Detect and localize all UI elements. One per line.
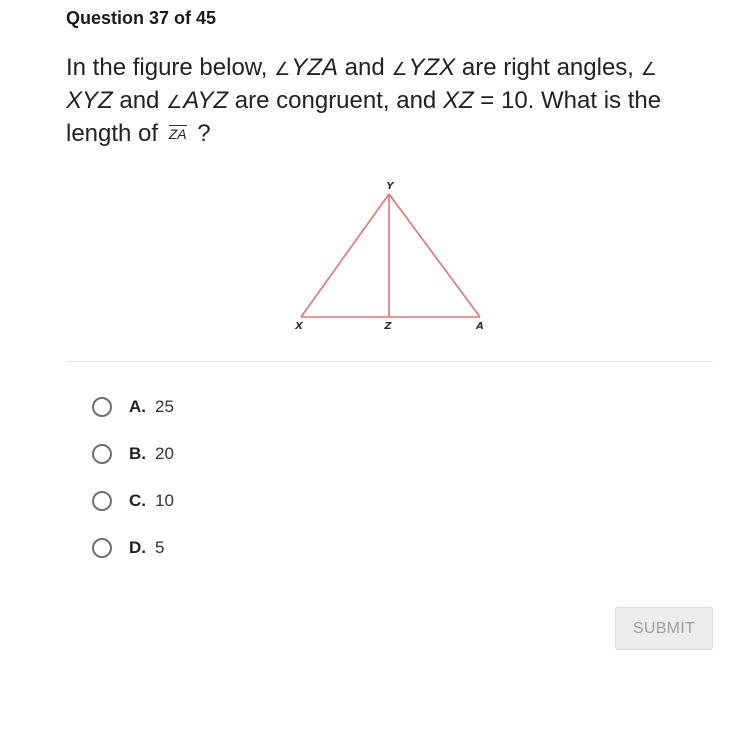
radio-button[interactable] bbox=[92, 491, 112, 511]
choice-c[interactable] bbox=[92, 486, 174, 516]
angle-symbol: ∠ bbox=[274, 59, 291, 79]
radio-button[interactable] bbox=[92, 444, 112, 464]
choice-value: 20 bbox=[155, 444, 174, 463]
choice-letter: A. bbox=[129, 397, 146, 416]
label-y: Y bbox=[386, 181, 394, 192]
segment-za: ZA bbox=[168, 126, 187, 142]
choice-b[interactable] bbox=[92, 439, 174, 469]
choice-letter: D. bbox=[129, 538, 146, 557]
submit-button[interactable]: SUBMIT bbox=[615, 607, 713, 650]
divider bbox=[66, 361, 713, 362]
angle-symbol: ∠ bbox=[166, 92, 183, 112]
triangle-figure bbox=[280, 172, 500, 342]
choice-letter: B. bbox=[129, 444, 146, 463]
label-a: A bbox=[476, 321, 484, 332]
side-xy bbox=[301, 194, 389, 317]
choice-value: 25 bbox=[155, 397, 174, 416]
angle-symbol: ∠ bbox=[391, 59, 408, 79]
question-counter: Question 37 of 45 bbox=[66, 8, 217, 28]
choice-value: 5 bbox=[155, 538, 165, 557]
angle-symbol: ∠ bbox=[640, 59, 657, 79]
radio-button[interactable] bbox=[92, 397, 112, 417]
radio-button[interactable] bbox=[92, 538, 112, 558]
choice-a[interactable] bbox=[92, 392, 174, 422]
choice-letter: C. bbox=[129, 491, 146, 510]
choice-d[interactable] bbox=[92, 533, 174, 563]
label-x: X bbox=[295, 321, 303, 332]
choice-value: 10 bbox=[155, 491, 174, 510]
side-ya bbox=[389, 194, 480, 317]
answer-choices bbox=[92, 392, 174, 580]
label-z: Z bbox=[384, 321, 392, 332]
question-text: In the figure below, ∠YZA and ∠YZX are right angles, ∠ XYZ and ∠AYZ are congruent, and XZ = 10. What is the length of ZA ? bbox=[66, 54, 662, 147]
